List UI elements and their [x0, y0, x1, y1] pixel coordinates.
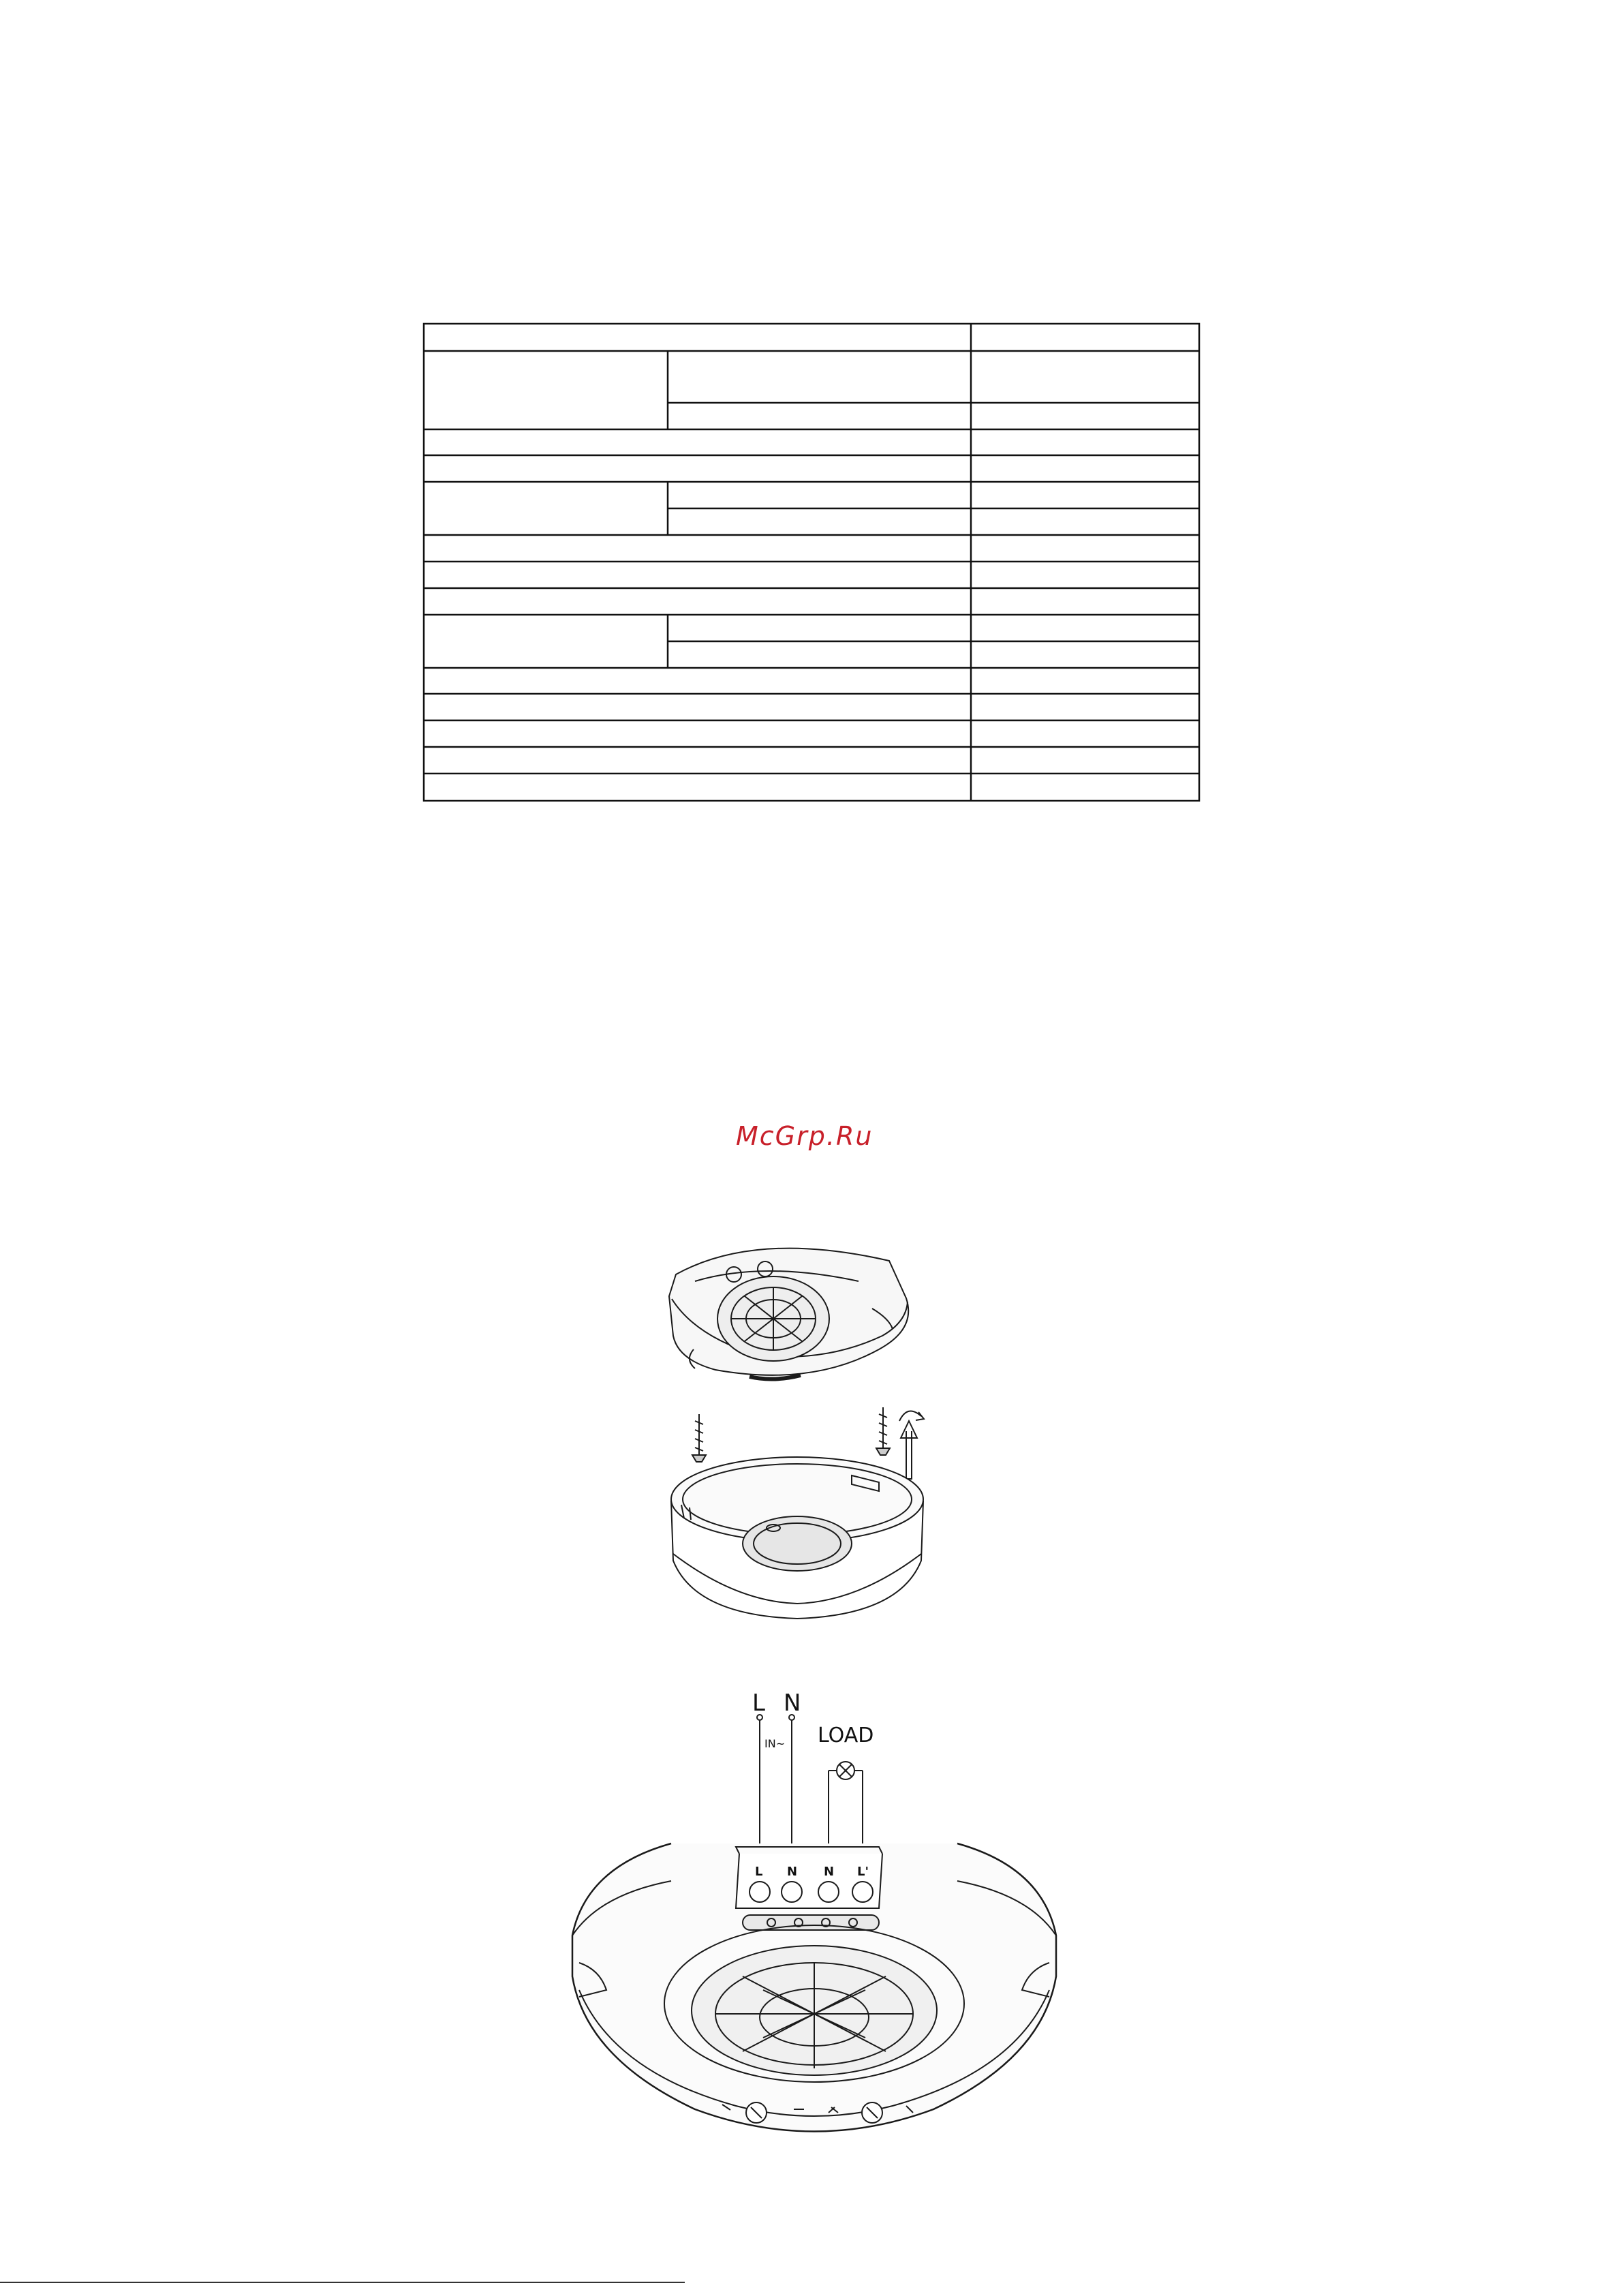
- terminal-label-l: L: [755, 1865, 763, 1879]
- lamp-icon: [837, 1762, 854, 1779]
- label-input-n: N: [784, 1690, 801, 1717]
- label-input-l: L: [752, 1690, 765, 1717]
- terminal-label-n: N: [787, 1865, 798, 1879]
- label-load: LOAD: [818, 1724, 874, 1747]
- sensor-head-icon: [669, 1249, 908, 1379]
- terminal-label-l-out: L': [857, 1865, 869, 1879]
- screw-icon: [876, 1407, 890, 1455]
- label-input-marker: IN~: [764, 1737, 786, 1750]
- mounting-base-icon: [671, 1457, 923, 1619]
- wiring-diagram: [559, 1690, 1070, 2154]
- screwdriver-icon: [899, 1411, 924, 1479]
- watermark: McGrp.Ru: [736, 1121, 874, 1151]
- terminal-label-n-out: N: [824, 1865, 835, 1879]
- footer-rule: [0, 2282, 685, 2283]
- mounting-diagram: [654, 1234, 940, 1656]
- screw-icon: [692, 1414, 706, 1462]
